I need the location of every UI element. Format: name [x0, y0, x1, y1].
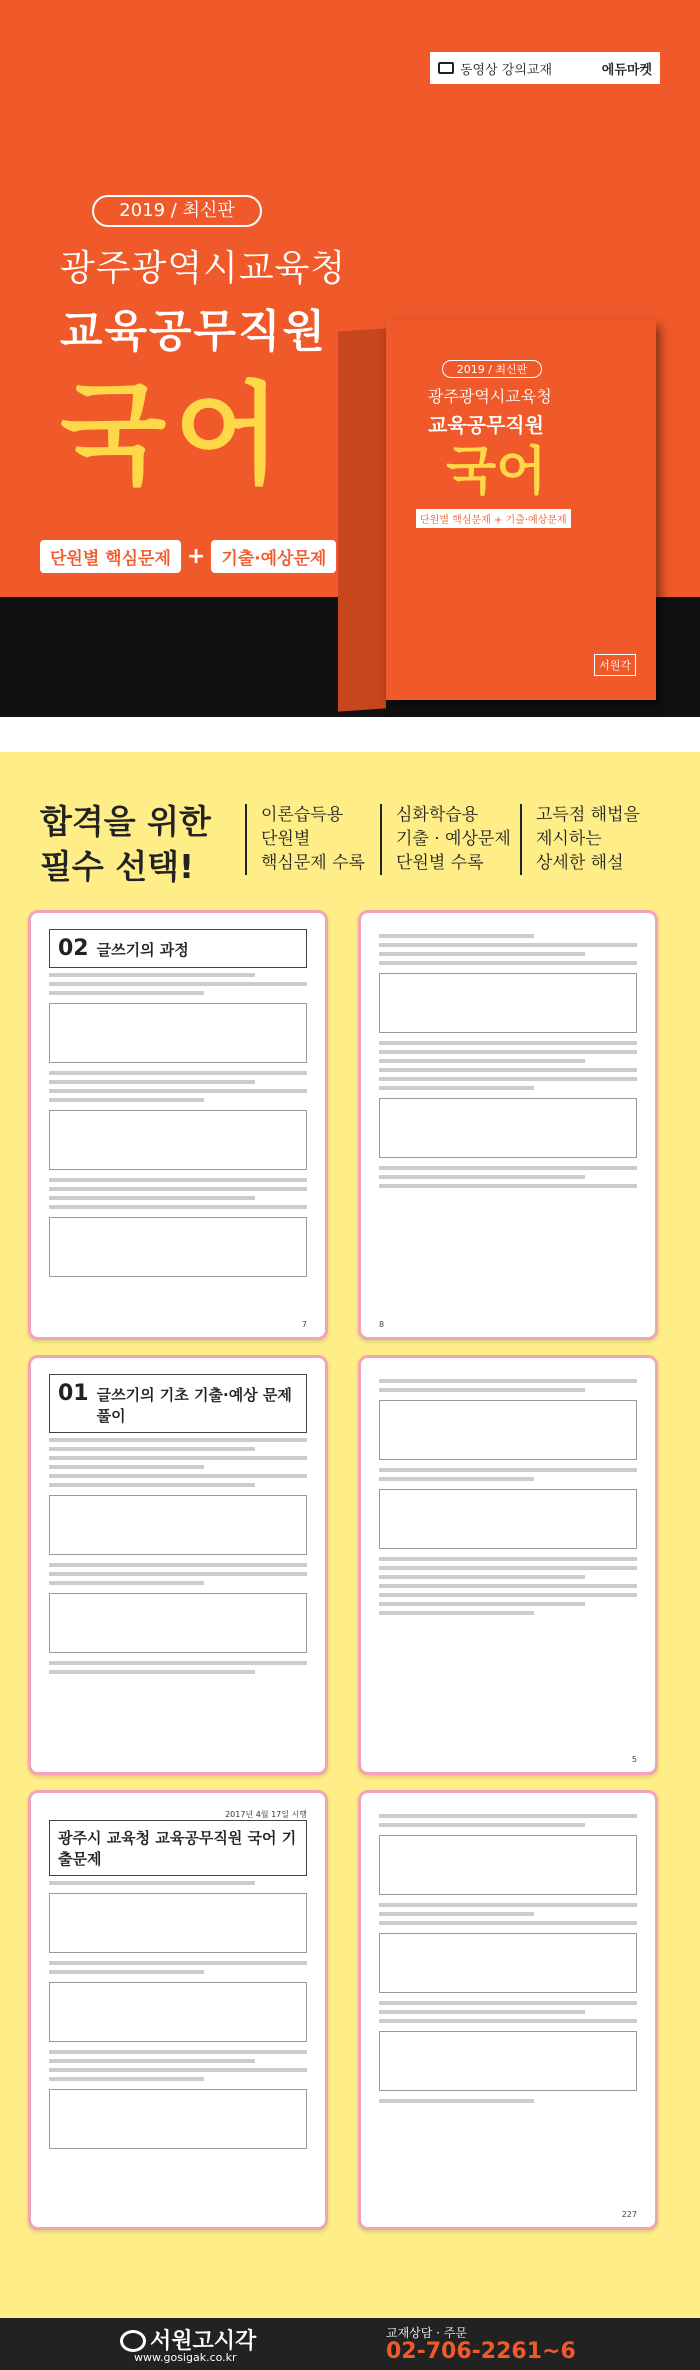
book-front [386, 320, 656, 700]
feature-headline-line2: 필수 선택! [40, 846, 195, 886]
feature-line: 핵심문제 수록 [261, 852, 365, 873]
page-number: 227 [621, 2210, 637, 2219]
badge-platform-label: 에듀마켓 [601, 62, 652, 78]
monitor-icon [438, 62, 454, 74]
feature-line: 고득점 해법을 [536, 805, 640, 825]
page-number: 7 [301, 1320, 307, 1329]
contact-label: 교재상담 · 주문 [386, 2326, 467, 2340]
feature-line: 이론습득용 [261, 805, 344, 825]
job-title: 교육공무직원 [60, 306, 328, 357]
publisher-name: 서원고시각 [150, 2329, 257, 2354]
feature-item-3 [520, 804, 640, 875]
feature-headline [40, 800, 211, 889]
tag-plus: + [186, 544, 206, 569]
publisher-footer [0, 2318, 700, 2370]
sample-page-3 [28, 1355, 328, 1775]
page-number: 8 [379, 1320, 385, 1329]
exam-date: 2017년 4월 17일 시행 [225, 1810, 307, 1819]
sample-page-2 [358, 910, 658, 1340]
book-spine [338, 328, 386, 711]
tag-core-problems: 단원별 핵심문제 [40, 540, 181, 573]
feature-headline-line1: 합격을 위한 [40, 802, 211, 841]
page-number: 5 [631, 1755, 637, 1764]
chapter-title: 글쓰기의 기초 기출·예상 문제풀이 [96, 1386, 292, 1425]
publisher-logo-icon [120, 2330, 146, 2352]
book-publisher: 서원각 [594, 654, 636, 676]
region-title: 광주광역시교육청 [60, 248, 347, 289]
sample-exam-header [49, 1820, 307, 1876]
chapter-number: 02 [58, 936, 89, 961]
feature-line: 상세한 해설 [536, 852, 624, 873]
publisher-url[interactable]: www.gosigak.co.kr [134, 2351, 237, 2364]
book-subject: 국어 [446, 442, 547, 502]
book-cover-image [338, 320, 658, 720]
subject-title: 국어 [60, 371, 289, 499]
feature-item-2 [380, 804, 511, 875]
sample-page-6 [358, 1790, 658, 2230]
sample-chapter-header [49, 1374, 307, 1433]
feature-line: 단원별 [261, 828, 311, 849]
sample-page-5 [28, 1790, 328, 2230]
book-tag: 단원별 핵심문제 + 기출·예상문제 [416, 509, 571, 528]
badge-video-label: 동영상 강의교재 [460, 62, 553, 78]
book-region: 광주광역시교육청 [428, 387, 552, 406]
exam-title: 광주시 교육청 교육공무직원 국어 기출문제 [58, 1829, 297, 1868]
chapter-title: 글쓰기의 과정 [96, 941, 189, 959]
hero-tagline [40, 540, 336, 573]
contact-phone[interactable]: 02-706-2261~6 [386, 2339, 576, 2364]
feature-line: 제시하는 [536, 828, 602, 849]
sample-chapter-header [49, 929, 307, 968]
feature-line: 심화학습용 [396, 805, 479, 825]
feature-line: 기출 · 예상문제 [396, 828, 511, 849]
feature-line: 단원별 수록 [396, 852, 484, 873]
sample-page-1 [28, 910, 328, 1340]
book-edition: 2019 / 최신판 [442, 360, 542, 378]
sample-page-4 [358, 1355, 658, 1775]
edition-label: 2019 / 최신판 [92, 195, 262, 227]
feature-item-1 [245, 804, 365, 875]
tag-past-problems: 기출·예상문제 [211, 540, 336, 573]
chapter-number: 01 [58, 1381, 89, 1406]
lecture-badge[interactable] [430, 52, 660, 84]
book-job: 교육공무직원 [428, 413, 544, 437]
